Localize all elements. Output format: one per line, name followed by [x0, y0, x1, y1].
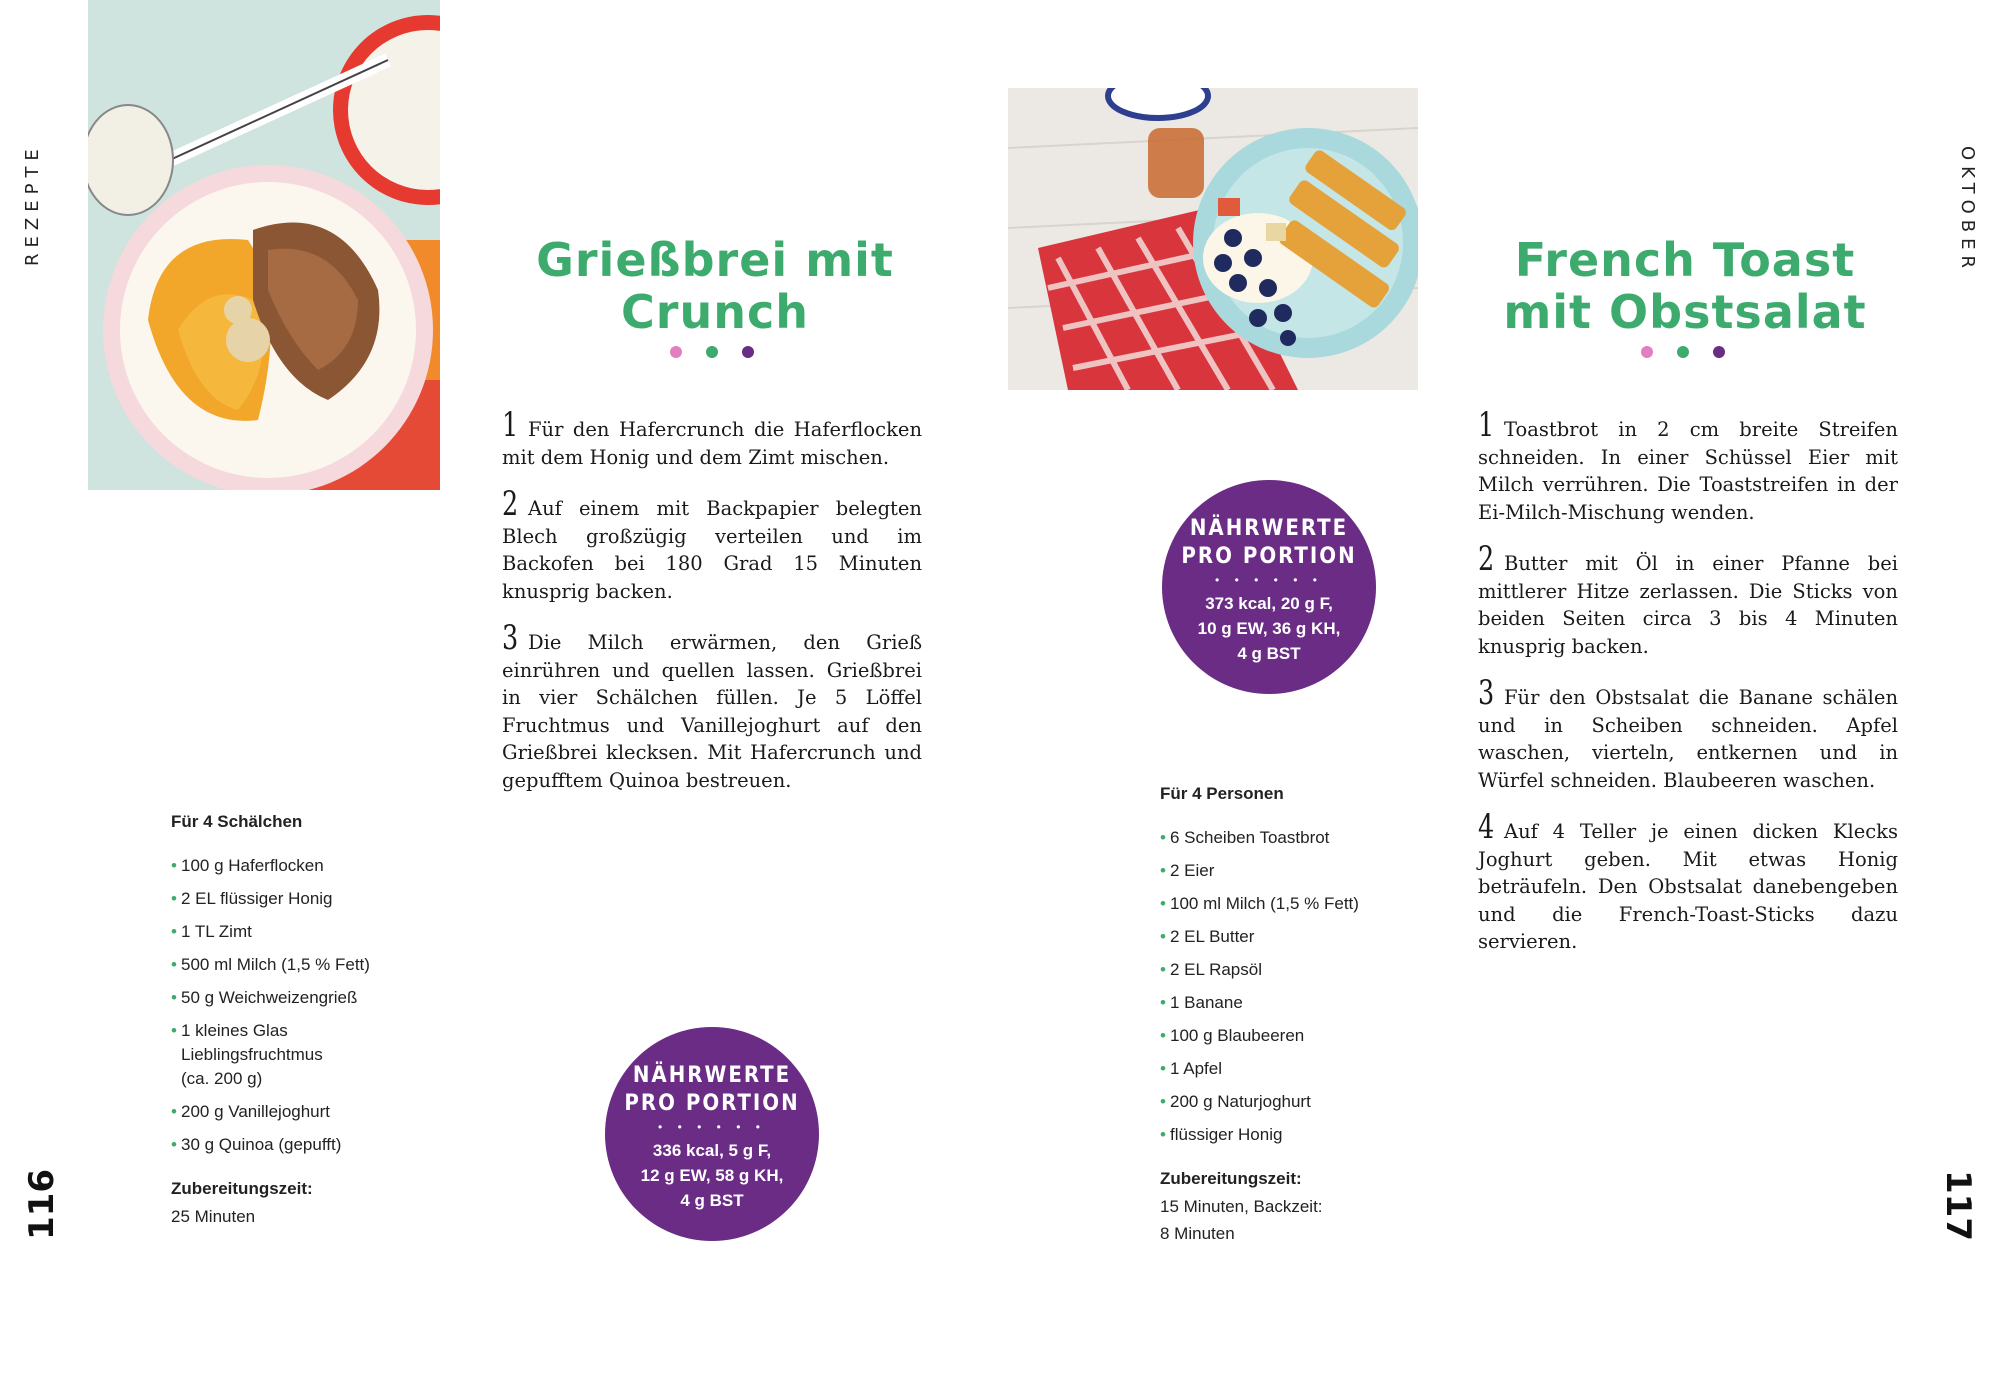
- title-line-1: Grießbrei mit: [536, 233, 894, 287]
- list-item: • 2 EL Butter: [1160, 925, 1420, 949]
- step-2: [1478, 539, 1898, 660]
- list-item: • 200 g Vanillejoghurt: [171, 1100, 431, 1124]
- nutrition-line-3: 4 g BST: [1237, 644, 1301, 663]
- step-text: Für den Obstsalat die Banane schälen und in Scheiben schneiden. Apfel waschen, vierteln, entkernen und in Würfel schneiden. Blaubeeren waschen.: [1478, 686, 1898, 792]
- ingredients-heading: Für 4 Personen: [1160, 784, 1284, 803]
- step-text: Toastbrot in 2 cm breite Streifen schneiden. In einer Schüssel Eier mit Milch verrühren. Die Toaststreifen in der Ei-Milch-Mischung wenden.: [1478, 418, 1898, 524]
- ingredients-left: [171, 812, 431, 1230]
- list-item: • 6 Scheiben Toastbrot: [1160, 826, 1420, 850]
- list-item: • 1 TL Zimt: [171, 920, 431, 944]
- list-item: • 2 Eier: [1160, 859, 1420, 883]
- nutrition-dots: • • • • • •: [1215, 573, 1323, 587]
- list-item: • 500 ml Milch (1,5 % Fett): [171, 953, 431, 977]
- step-text: Butter mit Öl in einer Pfanne bei mittlerer Hitze zerlassen. Die Sticks von beiden Seiten circa 3 bis 4 Minuten knusprig backen.: [1478, 552, 1898, 658]
- section-label-rezepte: REZEPTE: [22, 143, 43, 267]
- prep-time-heading: Zubereitungszeit:: [171, 1179, 313, 1198]
- list-item: • 2 EL flüssiger Honig: [171, 887, 431, 911]
- list-item: • 2 EL Rapsöl: [1160, 958, 1420, 982]
- title-dots: [1641, 346, 1725, 358]
- step-text: Für den Hafercrunch die Haferflocken mit dem Honig und dem Zimt mischen.: [502, 418, 922, 469]
- step-number: 1: [1478, 405, 1495, 445]
- recipe-steps-left: [502, 405, 922, 814]
- list-item: • 100 g Blaubeeren: [1160, 1024, 1420, 1048]
- nutrition-line-2: 10 g EW, 36 g KH,: [1197, 619, 1341, 638]
- prep-time-value: 25 Minuten: [171, 1207, 256, 1226]
- ingredients-heading: Für 4 Schälchen: [171, 812, 303, 831]
- dot-pink: [1641, 346, 1653, 358]
- dot-green: [706, 346, 718, 358]
- step-2: [502, 484, 922, 605]
- step-3: [502, 618, 922, 794]
- nutrition-badge-right: [1162, 480, 1376, 694]
- nutrition-line-1: 336 kcal, 5 g F,: [652, 1141, 772, 1160]
- recipe-steps-right: [1478, 405, 1898, 976]
- list-item: [171, 1019, 431, 1091]
- step-number: 2: [502, 484, 519, 524]
- ingredient-text: 1 kleines Glas: [181, 1021, 288, 1040]
- dot-green: [1677, 346, 1689, 358]
- dot-purple: [742, 346, 754, 358]
- ingredients-list: [171, 854, 431, 1157]
- nutrition-heading-1: NÄHRWERTE: [632, 1063, 792, 1088]
- nutrition-heading-2: PRO PORTION: [1181, 544, 1357, 569]
- step-1: [502, 405, 922, 471]
- ingredient-text-cont: (ca. 200 g): [181, 1069, 263, 1088]
- dot-pink: [670, 346, 682, 358]
- step-number: 3: [1478, 673, 1495, 713]
- recipe-title-griessbrei: [480, 234, 950, 338]
- ingredients-right: [1160, 784, 1420, 1247]
- prep-time-line-2: 8 Minuten: [1160, 1224, 1235, 1243]
- ingredients-list: [1160, 826, 1420, 1147]
- step-1: [1478, 405, 1898, 526]
- list-item: • 1 Apfel: [1160, 1057, 1420, 1081]
- list-item: • 100 g Haferflocken: [171, 854, 431, 878]
- step-number: 3: [502, 618, 519, 658]
- ingredient-text-cont: Lieblingsfruchtmus: [181, 1045, 323, 1064]
- step-number: 1: [502, 405, 519, 445]
- nutrition-badge-left: [605, 1027, 819, 1241]
- title-line-1: French Toast: [1514, 233, 1856, 287]
- nutrition-heading-2: PRO PORTION: [624, 1091, 800, 1116]
- title-line-2: Crunch: [621, 285, 809, 339]
- list-item: • 30 g Quinoa (gepufft): [171, 1133, 431, 1157]
- recipe-title-french-toast: [1450, 234, 1920, 338]
- step-number: 4: [1478, 807, 1495, 847]
- title-dots: [670, 346, 754, 358]
- nutrition-line-1: 373 kcal, 20 g F,: [1205, 594, 1333, 613]
- list-item: • 100 ml Milch (1,5 % Fett): [1160, 892, 1420, 916]
- prep-time-line-1: 15 Minuten, Backzeit:: [1160, 1197, 1323, 1216]
- prep-time-value: [1160, 1193, 1420, 1247]
- page-number-left: 116: [22, 1169, 62, 1240]
- section-label-oktober: OKTOBER: [1957, 146, 1978, 274]
- nutrition-heading-1: NÄHRWERTE: [1189, 516, 1349, 541]
- step-text: Die Milch erwärmen, den Grieß einrühren und quellen lassen. Grießbrei in vier Schälchen füllen. Je 5 Löffel Fruchtmus und Vanillejoghurt auf den Grießbrei klecksen. Mit Hafercrunch und gepufftem Quinoa bestreuen.: [502, 631, 922, 792]
- french-toast-plate-photo: [1008, 88, 1418, 390]
- nutrition-line-2: 12 g EW, 58 g KH,: [640, 1166, 784, 1185]
- list-item: • 200 g Naturjoghurt: [1160, 1090, 1420, 1114]
- porridge-bowl-photo: [88, 0, 440, 490]
- list-item: • 1 Banane: [1160, 991, 1420, 1015]
- step-4: [1478, 807, 1898, 956]
- list-item: • 50 g Weichweizengrieß: [171, 986, 431, 1010]
- step-number: 2: [1478, 539, 1495, 579]
- step-text: Auf einem mit Backpapier belegten Blech großzügig verteilen und im Backofen bei 180 Grad 15 Minuten knusprig backen.: [502, 497, 922, 603]
- dot-purple: [1713, 346, 1725, 358]
- page-number-right: 117: [1938, 1170, 1978, 1241]
- list-item: • flüssiger Honig: [1160, 1123, 1420, 1147]
- prep-time-heading: Zubereitungszeit:: [1160, 1169, 1302, 1188]
- nutrition-line-3: 4 g BST: [680, 1191, 744, 1210]
- step-text: Auf 4 Teller je einen dicken Klecks Joghurt geben. Mit etwas Honig beträufeln. Den Obstsalat danebengeben und die French-Toast-Sticks dazu servieren.: [1478, 820, 1898, 953]
- nutrition-dots: • • • • • •: [658, 1120, 766, 1134]
- step-3: [1478, 673, 1898, 794]
- title-line-2: mit Obstsalat: [1503, 285, 1867, 339]
